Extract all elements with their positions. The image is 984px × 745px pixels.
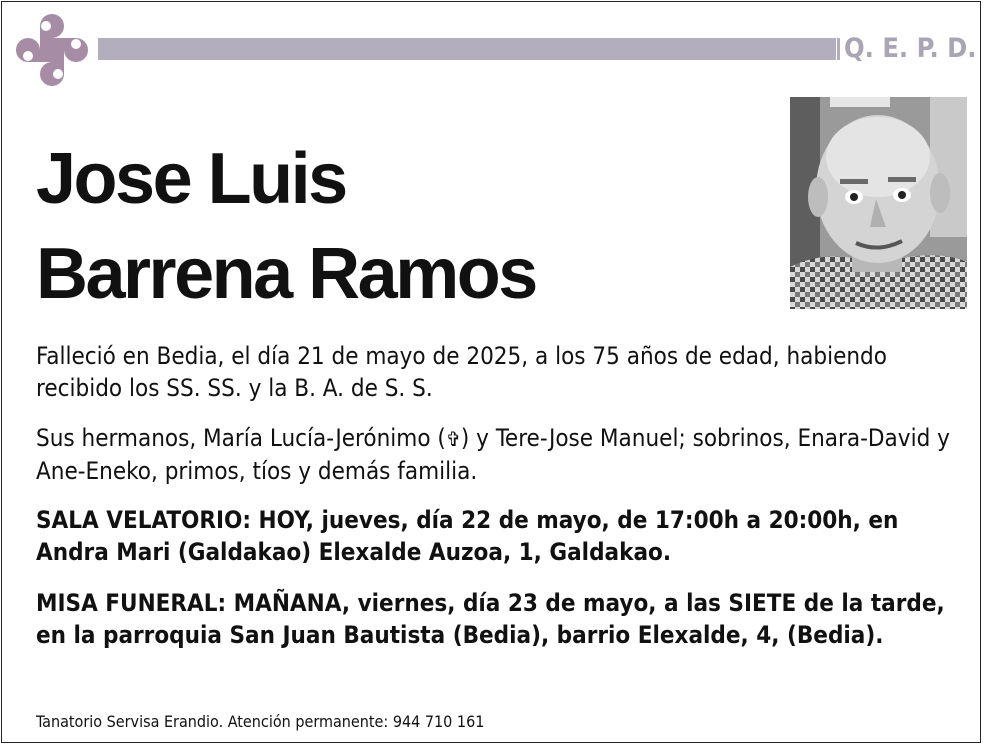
lauburu-icon bbox=[14, 12, 90, 88]
header-bar bbox=[98, 38, 836, 60]
portrait-image bbox=[790, 97, 967, 309]
name-line-1: Jose Luis bbox=[36, 139, 346, 219]
funeral-info: MISA FUNERAL: MAÑANA, viernes, día 23 de mayo, a las SIETE de la tarde, en la parroquia San Juan Bautista (Bedia), barrio Elexalde, 4, (Bedia). bbox=[36, 589, 945, 649]
footer-contact: Tanatorio Servisa Erandio. Atención permanente: 944 710 161 bbox=[36, 712, 485, 731]
deceased-name bbox=[36, 132, 536, 322]
wake-info: SALA VELATORIO: HOY, jueves, día 22 de mayo, de 17:00h a 20:00h, en Andra Mari (Galdakao) Elexalde Auzoa, 1, Galdakao. bbox=[36, 506, 899, 566]
family-text-start: Sus hermanos, María Lucía-Jerónimo ( bbox=[36, 424, 446, 452]
cross-icon: ✞ bbox=[445, 427, 461, 451]
death-notice: Falleció en Bedia, el día 21 de mayo de 2025, a los 75 años de edad, habiendo recibido los SS. SS. y la B. A. de S. S. bbox=[36, 342, 887, 402]
family-text-end: ) y Tere-Jose Manuel; sobrinos, Enara-David y Ane-Eneko, primos, tíos y demás familia. bbox=[36, 424, 950, 485]
header-bar-end bbox=[837, 38, 840, 60]
deceased-photo bbox=[790, 97, 967, 309]
family-paragraph bbox=[36, 422, 956, 487]
name-line-2: Barrena Ramos bbox=[36, 234, 536, 314]
qepd-label: Q. E. P. D. bbox=[844, 33, 977, 64]
